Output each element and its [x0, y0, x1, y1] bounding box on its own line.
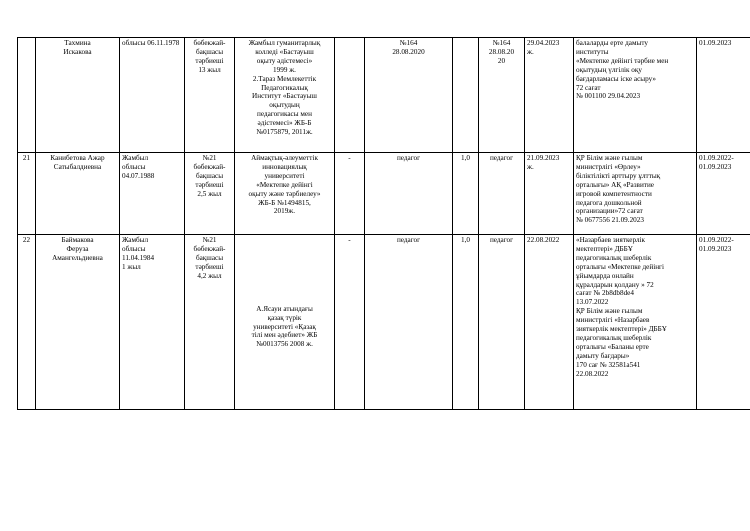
rate-cell: [453, 38, 479, 153]
row-number-cell: 22: [18, 235, 36, 410]
date-cell: 22.08.2022: [525, 235, 574, 410]
staff-table-page: [17, 37, 734, 409]
position-order-cell: педагог: [479, 153, 525, 235]
staff-table: [17, 37, 750, 410]
birth-info-cell: Жамбыл облысы 11.04.1984 1 жыл: [120, 235, 185, 410]
period-cell: 01.09.2022- 01.09.2023: [697, 153, 750, 235]
category-cell: -: [335, 153, 365, 235]
position-order-cell: №164 28.08.20 20: [479, 38, 525, 153]
date-cell: 29.04.2023 ж.: [525, 38, 574, 153]
category-order-cell: №164 28.08.2020: [365, 38, 453, 153]
courses-cell: балаларды ерте дамыту институты «Мектепке дейінгі тәрбие мен оқытудың үлгілік оқу бағдарламасы іске асыру» 72 сағат № 001100 29.04.2023: [574, 38, 697, 153]
full-name-cell: Канибетова Ажар Сатыбалдиевна: [36, 153, 120, 235]
work-experience-cell: бөбекжай- бақшасы тәрбиеші 13 жыл: [185, 38, 235, 153]
work-experience-cell: №21 бөбекжай- бақшасы тәрбиеші 4,2 жыл: [185, 235, 235, 410]
row-number-cell: [18, 38, 36, 153]
courses-cell: «Назарбаев зияткерлік мектептері» ДББҰ педагогикалық шеберлік орталығы «Мектепке дейінгі ұйымдарда онлайн құралдарын қолдану » 72 сағат № 2b8db8de4 13.07.2022 ҚР Білім және ғылым министрлігі «Назарбаев зияткерлік мектептері» ДББҰ педагогикалық шеберлік орталығы «Баланы ерте дамыту бағдары» 170 сағ № 32581а541 22.08.2022: [574, 235, 697, 410]
education-cell: Жамбыл гуманитарлық колледі «Бастауыш оқыту әдістемесі» 1999 ж. 2.Тараз Мемлекеттік Педагогикалық Институт «Бастауыш оқытудың педагогикасы мен әдістемесі» ЖБ-Б №0175879, 2011ж.: [235, 38, 335, 153]
work-experience-cell: №21 бөбекжай- бақшасы тәрбиеші 2,5 жыл: [185, 153, 235, 235]
rate-cell: 1,0: [453, 235, 479, 410]
table-row: [18, 153, 750, 235]
birth-info-cell: Жамбыл облысы 04.07.1988: [120, 153, 185, 235]
education-cell: [235, 235, 335, 410]
category-order-cell: педагог: [365, 153, 453, 235]
position-order-cell: педагог: [479, 235, 525, 410]
category-order-cell: педагог: [365, 235, 453, 410]
period-cell: 01.09.2022- 01.09.2023: [697, 235, 750, 410]
table-row: [18, 235, 750, 410]
period-cell: 01.09.2023: [697, 38, 750, 153]
table-row: [18, 38, 750, 153]
category-cell: [335, 38, 365, 153]
date-cell: 21.09.2023 ж.: [525, 153, 574, 235]
full-name-cell: Тахмина Искакова: [36, 38, 120, 153]
education-text: А.Ясауи атындағы қазақ түрік университеті «Қазақ тілі мен әдебиет» ЖБ №0013756 2008 ж.: [251, 304, 318, 349]
rate-cell: 1,0: [453, 153, 479, 235]
education-cell: Аймақтық-әлеуметтік инновациялық университеті «Мектепке дейінгі оқыту және тәрбиелеу» ЖБ-Б №1494815, 2019ж.: [235, 153, 335, 235]
row-number-cell: 21: [18, 153, 36, 235]
category-cell: -: [335, 235, 365, 410]
full-name-cell: Баймакова Феруза Амангельдиевна: [36, 235, 120, 410]
courses-cell: ҚР Білім және ғылым министрлігі «Өрлеу» біліктілікті арттыру ұлттық орталығы» АҚ «Развитие игровой компетентности педагога дошкольной организации»72 сағат № 0677556 21.09.2023: [574, 153, 697, 235]
birth-info-cell: облысы 06.11.1978: [120, 38, 185, 153]
